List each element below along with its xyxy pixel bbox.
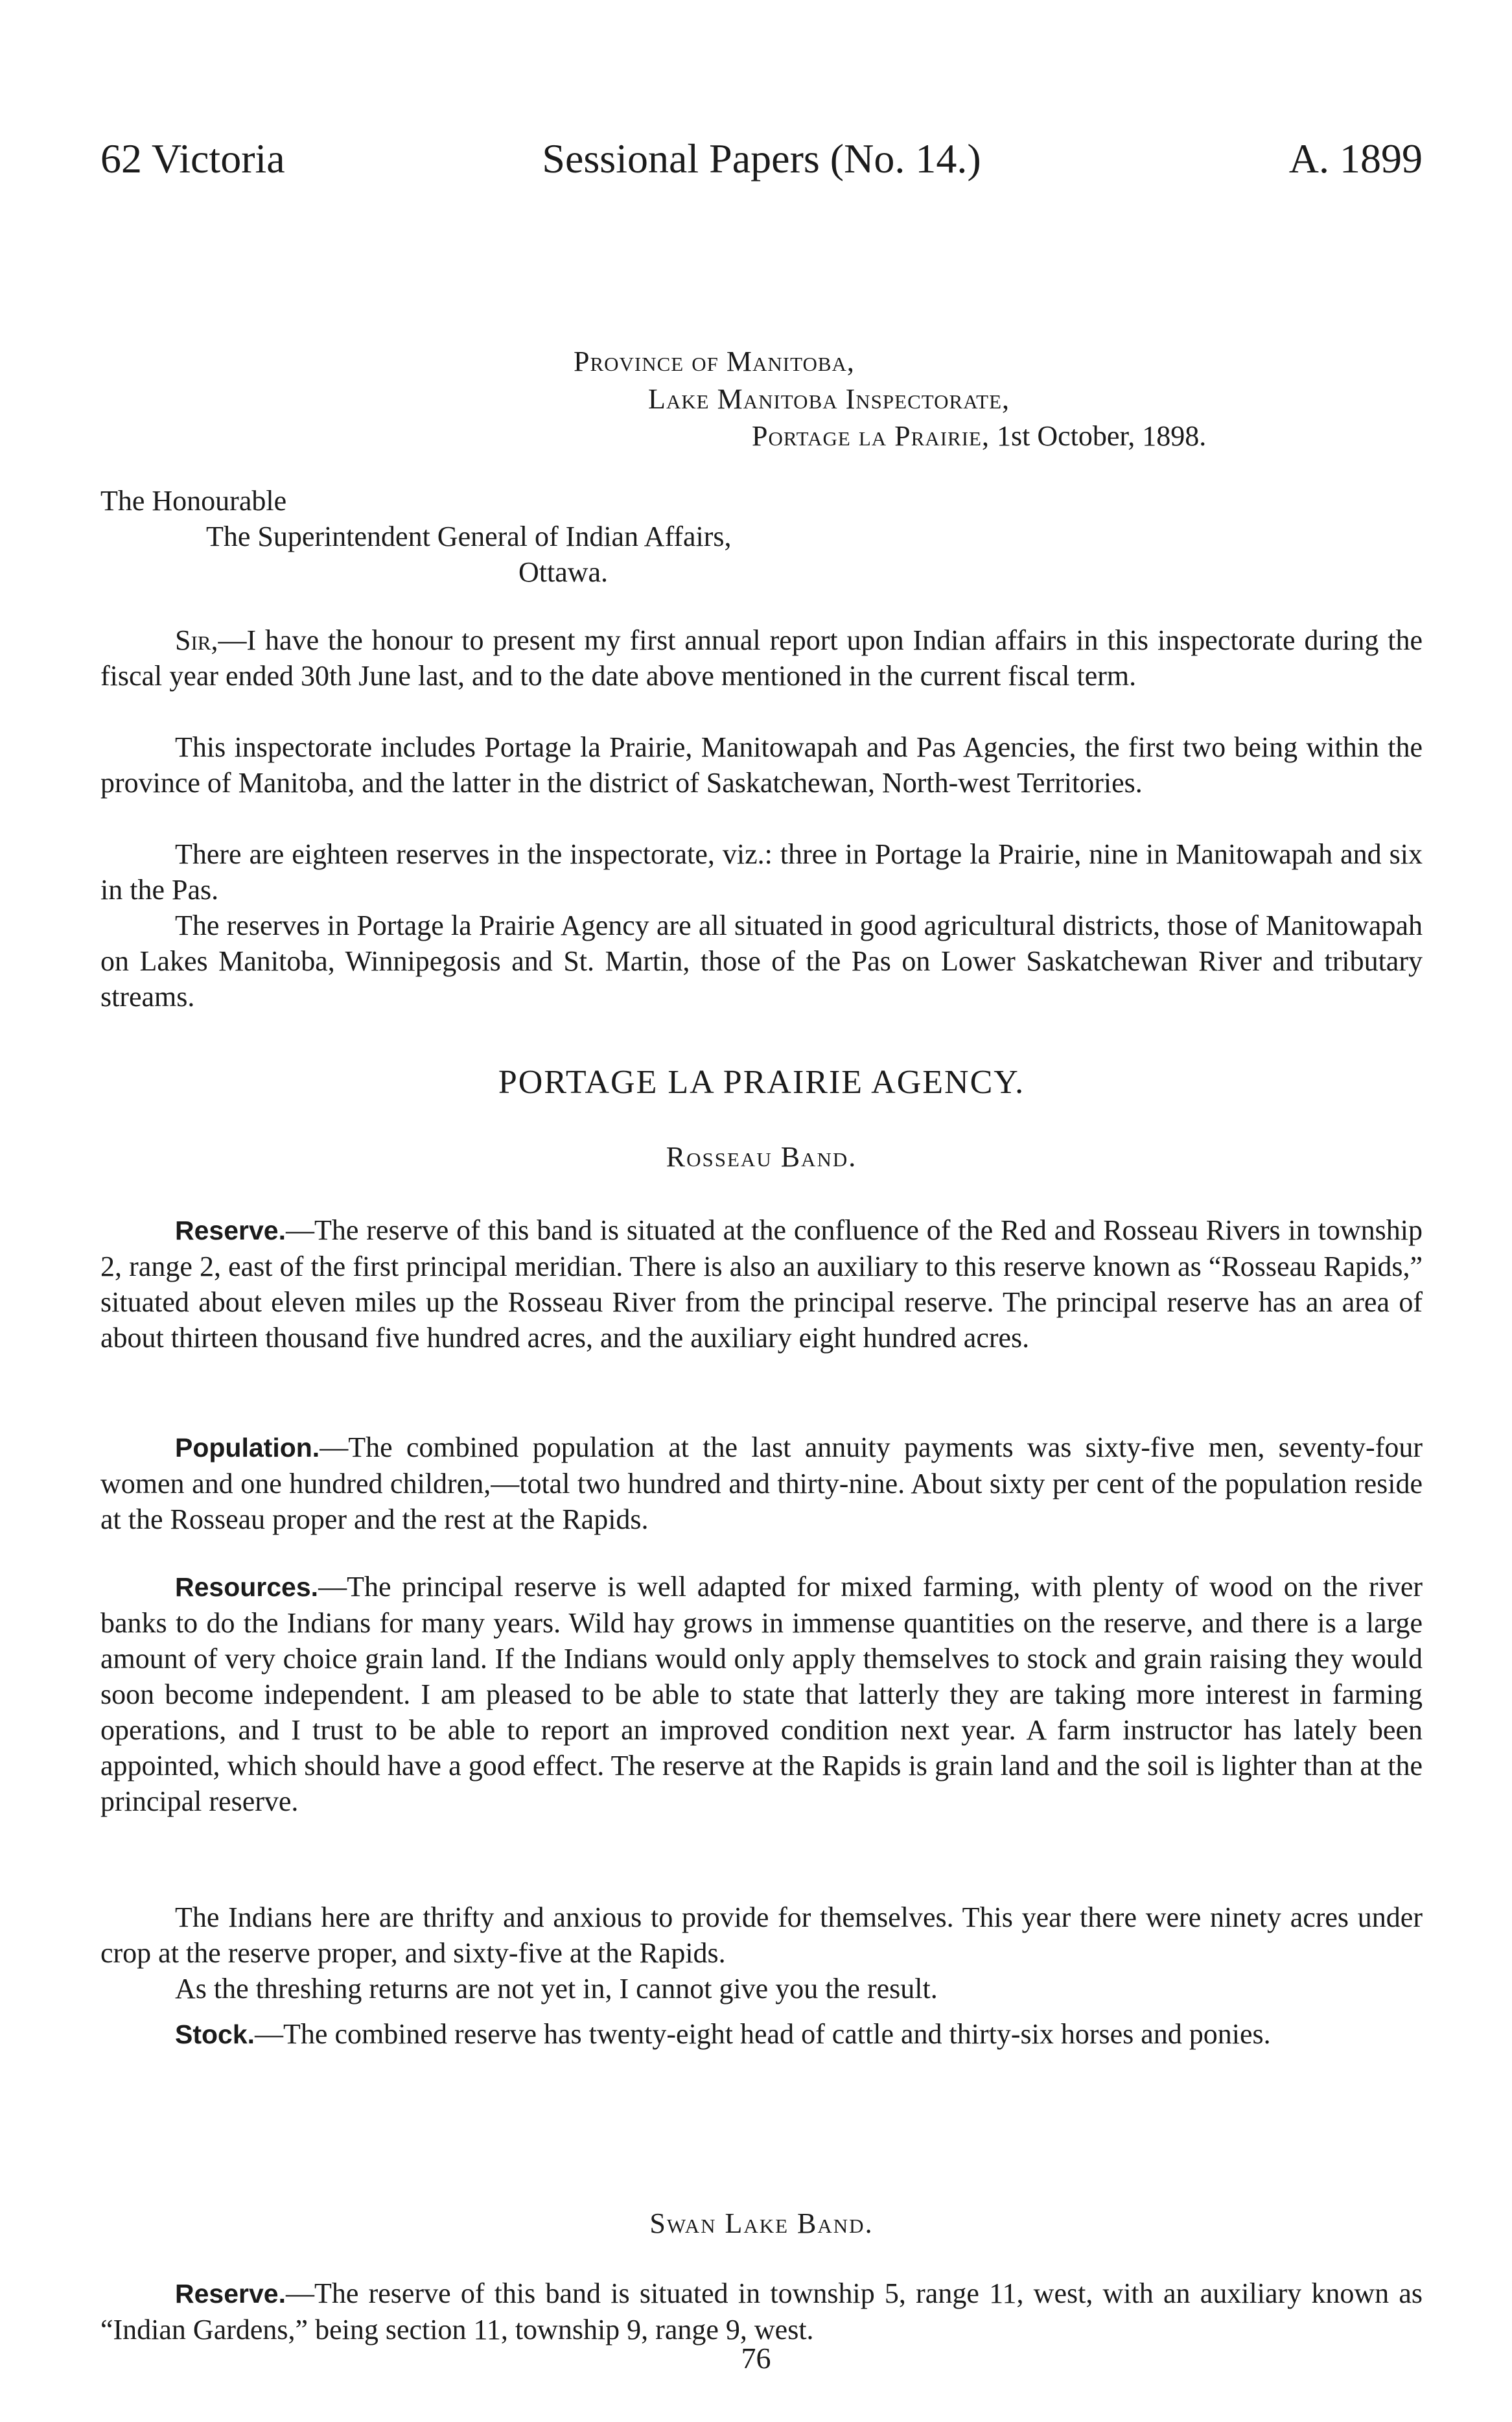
- run-in-heading: Reserve.: [175, 2279, 286, 2309]
- intro-paragraph-1-text: —I have the honour to present my first annual report upon Indian affairs in this inspectorate during the fiscal year ended 30th June last, and to the date above mentioned in the current fiscal term.: [100, 624, 1423, 692]
- run-in-heading: Resources.: [175, 1572, 319, 1602]
- intro-paragraph-1: [100, 622, 1423, 694]
- header-right: A. 1899: [1288, 135, 1423, 182]
- paragraph-text: —The combined population at the last annuity payments was sixty-five men, seventy-four women and one hundred children,—total two hundred and thirty-nine. About sixty per cent of the population reside at the Rosseau proper and the rest at the Rapids.: [100, 1431, 1423, 1535]
- letter-date: 1st October, 1898.: [996, 420, 1207, 452]
- rosseau-thrifty-paragraph: The Indians here are thrifty and anxious to provide for themselves. This year there were ninety acres under crop at the reserve proper, and sixty-five at the Rapids.: [100, 1901, 1423, 1969]
- address-line-province: Province of Manitoba,: [574, 346, 855, 377]
- paragraph-text: —The reserve of this band is situated at the confluence of the Red and Rosseau Rivers in township 2, range 2, east of the first principal meridian. There is also an auxiliary to this reserve known as “Rosseau Rapids,” situated about eleven miles up the Rosseau River from the principal reserve. The principal reserve has an area of about thirteen thousand five hundred acres, and the auxiliary eight hundred acres.: [100, 1214, 1423, 1354]
- run-in-heading: Reserve.: [175, 1216, 286, 1245]
- intro-paragraph-3: There are eighteen reserves in the inspectorate, viz.: three in Portage la Prairie, nine in Manitowapah and six in the Pas.: [100, 838, 1423, 906]
- rosseau-population-paragraph: [100, 1429, 1423, 1537]
- swan-lake-band-heading: Swan Lake Band.: [649, 2207, 874, 2239]
- intro-paragraph-2: This inspectorate includes Portage la Prairie, Manitowapah and Pas Agencies, the first two being within the province of Manitoba, and the latter in the district of Saskatchewan, North-west Territories.: [100, 731, 1423, 799]
- rosseau-resources-paragraph: [100, 1569, 1423, 1819]
- rosseau-band-heading: Rosseau Band.: [666, 1141, 857, 1173]
- paragraph-text: —The principal reserve is well adapted for mixed farming, with plenty of wood on the river banks to do the Indians for many years. Wild hay grows in immense quantities on the reserve, and there is a large amount of very choice grain land. If the Indians would only apply themselves to stock and grain raising they would soon become independent. I am pleased to be able to state that latterly they are taking more interest in farming operations, and I trust to be able to report an improved condition next year. A farm instructor has lately been appointed, which should have a good effect. The reserve at the Rapids is grain land and the soil is lighter than at the principal reserve.: [100, 1571, 1423, 1817]
- address-line-place-date: [752, 418, 1206, 454]
- paragraph-text: —The reserve of this band is situated in township 5, range 11, west, with an auxiliary known as “Indian Gardens,” being section 11, township 9, range 9, west.: [100, 2277, 1423, 2346]
- recipient-line-1: The Honourable: [100, 485, 287, 517]
- recipient-line-3: Ottawa.: [518, 556, 609, 588]
- run-in-heading: Stock.: [175, 2019, 255, 2049]
- page-number: 76: [741, 2342, 771, 2375]
- address-line-inspectorate: Lake Manitoba Inspectorate,: [648, 383, 1010, 415]
- swan-lake-reserve-paragraph: [100, 2275, 1423, 2347]
- address-place: Portage la Prairie,: [752, 420, 990, 452]
- recipient-line-2: The Superintendent General of Indian Affairs,: [206, 521, 732, 552]
- header-left: 62 Victoria: [100, 135, 285, 182]
- salutation: Sir,: [175, 624, 218, 656]
- paragraph-text: —The combined reserve has twenty-eight head of cattle and thirty-six horses and ponies.: [255, 2018, 1271, 2050]
- intro-paragraph-4: The reserves in Portage la Prairie Agency are all situated in good agricultural districts, those of Manitowapah on Lakes Manitoba, Winnipegosis and St. Martin, those of the Pas on Lower Saskatchewan River and tributary streams.: [100, 910, 1423, 1013]
- rosseau-threshing-paragraph: As the threshing returns are not yet in, I cannot give you the result.: [175, 1973, 938, 2005]
- agency-heading: PORTAGE LA PRAIRIE AGENCY.: [498, 1064, 1025, 1101]
- rosseau-reserve-paragraph: [100, 1212, 1423, 1356]
- running-header: [100, 133, 1423, 185]
- header-center: Sessional Papers (No. 14.): [542, 135, 981, 182]
- run-in-heading: Population.: [175, 1433, 320, 1463]
- rosseau-stock-paragraph: [100, 2016, 1423, 2052]
